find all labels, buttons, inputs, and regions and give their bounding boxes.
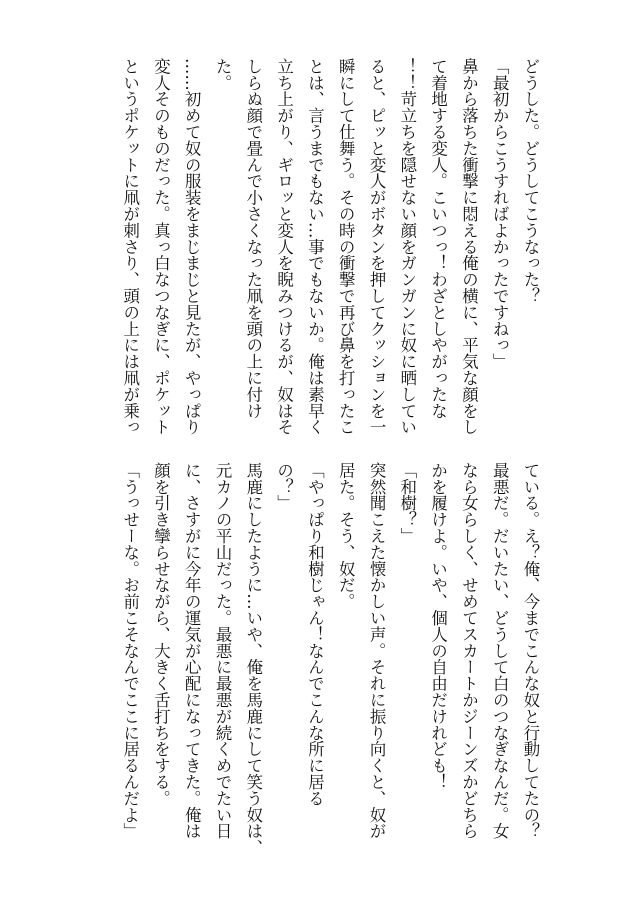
text-column: 変人そのものだった。真っ白なつなぎに、ポケット: [151, 58, 171, 436]
text-column: ると、ピッと変人がボタンを押してクッションを一: [367, 58, 387, 436]
text-column: かを履けよ。いや、個人の自由だけれども！: [428, 462, 448, 790]
text-column: ている。え？俺、今までこんな奴と行動してたの？: [521, 462, 540, 840]
text-column: に、さすがに今年の運気が心配になってきた。俺は: [182, 462, 202, 840]
text-column: しらぬ顔で畳んで小さくなった凧を頭の上に付け: [243, 58, 263, 419]
text-column: ！！苛立ちを隠せない顔をガンガンに奴に晒してい: [397, 58, 417, 436]
text-column: というポケットに凧が刺さり、頭の上には凧が乗っ: [120, 58, 140, 436]
text-column: とは、言うまでもない…事でもないか。俺は素早く: [305, 58, 325, 436]
text-column: 鼻から落ちた衝撃に悶える俺の横に、平気な顔をし: [459, 58, 479, 436]
upper-text-block: [105, 58, 545, 436]
text-column: 馬鹿にしたように…いや、俺を馬鹿にして笑う奴は、: [243, 462, 263, 856]
text-column: 突然聞こえた懐かしい声。それに振り向くと、奴が: [367, 462, 387, 840]
text-column: 立ち上がり、ギロッと変人を睨みつけるが、奴はそ: [274, 58, 294, 436]
text-column: なら女らしく、せめてスカートかジーンズかどちら: [459, 462, 479, 840]
text-column: ……初めて奴の服装をまじまじと見たが、やっぱり: [182, 58, 202, 436]
text-column: 元カノの平山だった。最悪に最悪が続くめでたい日: [213, 462, 233, 840]
text-column: て着地する変人。こいつっ！わざとしやがったな: [428, 58, 448, 419]
text-column: 最悪だ。だいたい、どうして白のつなぎなんだ。女: [490, 462, 510, 840]
text-column: 居た。そう、奴だ。: [336, 462, 356, 610]
text-column: の？」: [274, 462, 294, 512]
text-column: 「最初からこうすればよかったですねっ」: [490, 58, 510, 370]
text-column: 「やっぱり和樹じゃん！なんでこんな所に居る: [305, 462, 325, 807]
text-column: た。: [213, 58, 233, 91]
lower-text-block: [105, 462, 545, 856]
text-column: 「和樹？」: [397, 462, 417, 544]
text-column: 顔を引き攣らせながら、大きく舌打ちをする。: [151, 462, 171, 807]
text-column: 瞬にして仕舞う。その時の衝撃で再び鼻を打ったこ: [336, 58, 356, 436]
text-column: どうした。どうしてこうなった？: [521, 58, 540, 304]
text-column: 「うっせーな。お前こそなんでここに居るんだよ」: [120, 462, 140, 840]
